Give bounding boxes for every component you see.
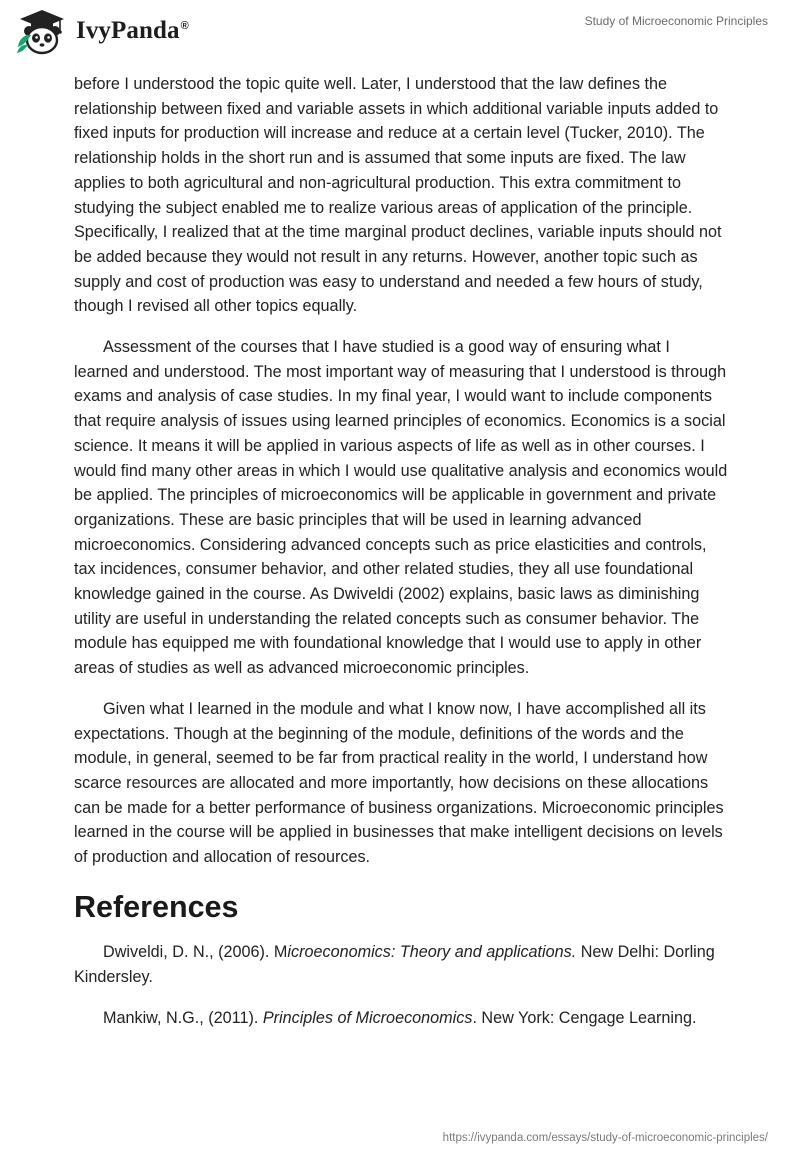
reference-author: Dwiveldi, D. N., (2006). M: [103, 942, 288, 961]
references-heading: References: [74, 889, 239, 924]
ivypanda-logo[interactable]: [14, 6, 189, 56]
document-title: Study of Microeconomic Principles: [584, 14, 768, 28]
registered-mark: ®: [180, 19, 189, 32]
reference-title: icroeconomics: Theory and applications.: [287, 942, 577, 961]
reference-author: Mankiw, N.G., (2011).: [103, 1009, 263, 1028]
essay-content: [74, 72, 728, 1048]
source-url-link[interactable]: https://ivypanda.com/essays/study-of-microeconomic-principles/: [442, 1132, 768, 1144]
reference-item: [74, 1006, 728, 1031]
paragraph-continued: before I understood the topic quite well. Later, I understood that the law defines the relationship between fixed and variable assets in which additional variable inputs added to fixed inputs for production will increase and reduce at a certain level (Tucker, 2010). The relationship holds in the short run and is assumed that some inputs are fixed. The law applies to both agricultural and non-agricultural production. This extra commitment to studying the subject enabled me to realize various areas of application of the principle. Specifically, I realized that at the time marginal product declines, variable inputs should not be added because they would not result in any returns. However, another topic such as supply and cost of production was easy to understand and needed a few hours of study, though I revised all other topics equally.: [74, 75, 722, 316]
reference-publisher: New Delhi: Dorling Kindersley.: [74, 942, 715, 986]
reference-item: [74, 940, 728, 989]
panda-graduation-cap-icon: [14, 7, 70, 55]
brand-name: [76, 17, 189, 45]
page-header: [0, 0, 800, 60]
paragraph-conclusion: Given what I learned in the module and what I know now, I have accomplished all its expectations. Though at the beginning of the module, definitions of the words and the module, in general, seemed to be far from practical reality in the world, I understand how scarce resources are allocated and more importantly, how decisions on these allocations can be made for a better performance of business organizations. Microeconomic principles learned in the course will be applied in businesses that make intelligent decisions on levels of production and allocation of resources.: [74, 699, 724, 867]
reference-title: Principles of Microeconomics: [262, 1009, 473, 1028]
brand-name-text: IvyPanda: [76, 17, 180, 44]
paragraph-assessment: Assessment of the courses that I have studied is a good way of ensuring what I learned and understood. The most important way of measuring that I understood is through exams and analysis of case studies. In my final year, I would want to include components that require analysis of issues using learned principles of economics. Economics is a social science. It means it will be applied in various aspects of life as well as in other courses. I would find many other areas in which I would use qualitative analysis and economics would be applied. The principles of microeconomics will be applicable in government and private organizations. These are basic principles that will be used in learning advanced microeconomics. Considering advanced concepts such as price elasticities and controls, tax incidences, consumer behavior, and other related studies, they all use foundational knowledge gained in the course. As Dwiveldi (2002) explains, basic laws as diminishing utility are useful in understanding the related concepts such as consumer behavior. The module has equipped me with foundational knowledge that I would use to apply in other areas of studies as well as advanced microeconomic principles.: [74, 338, 728, 678]
reference-publisher: . New York: Cengage Learning.: [472, 1009, 697, 1028]
